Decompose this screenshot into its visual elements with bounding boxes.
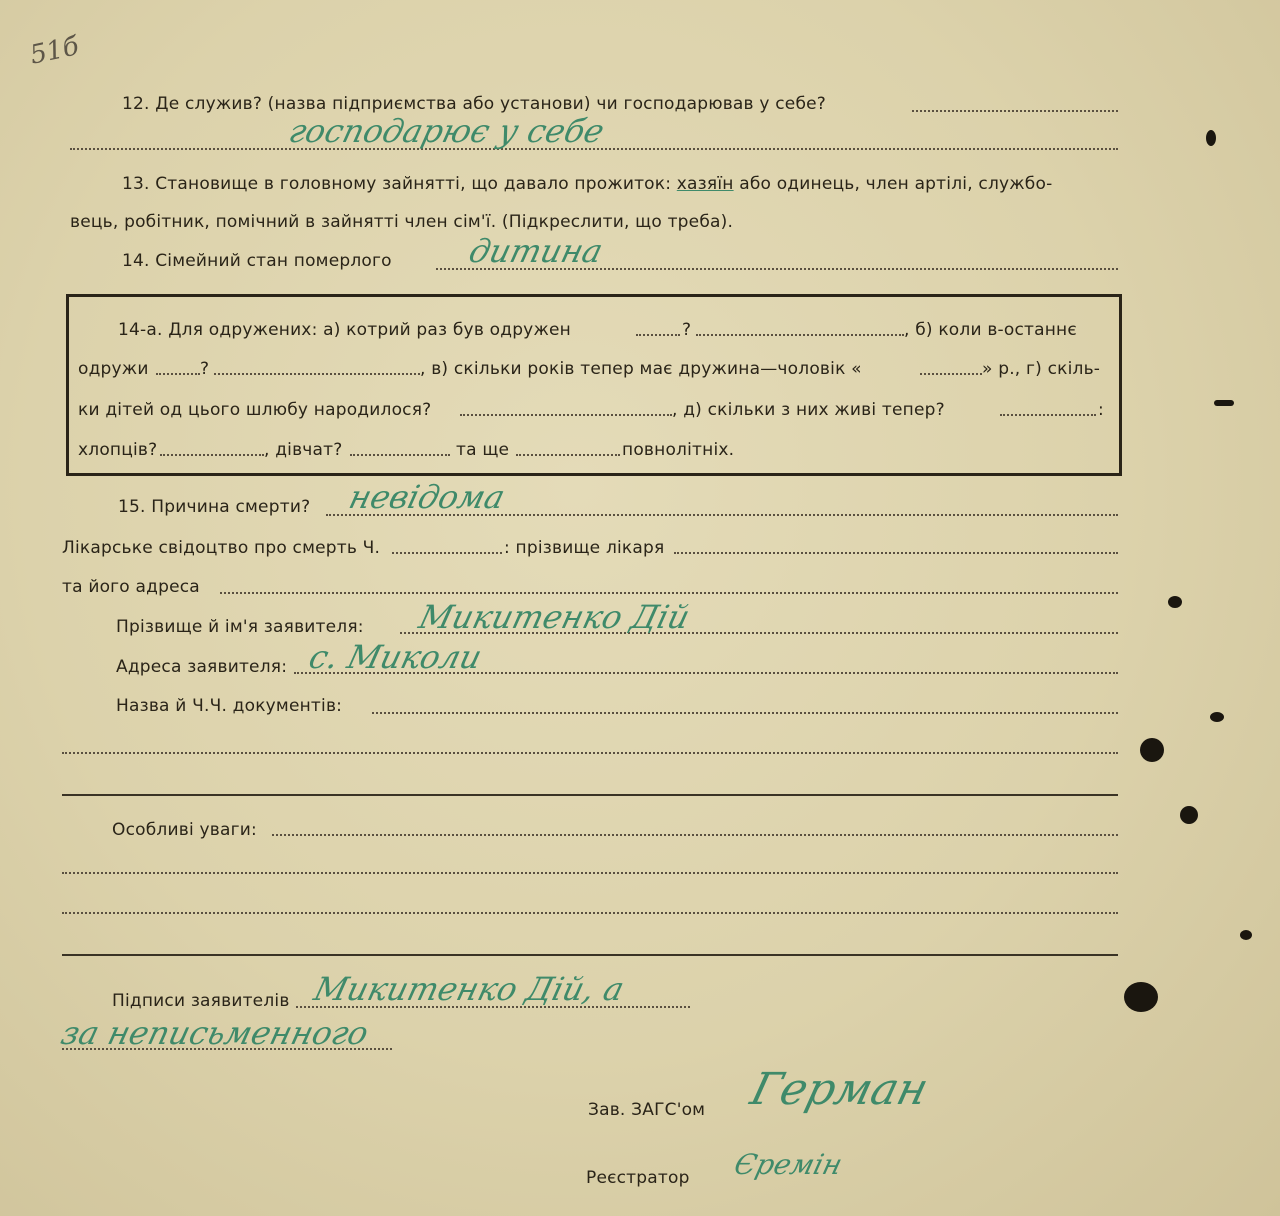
applicant-address-value: с. Миколи: [305, 638, 486, 676]
applicant-name-label: Прізвище й ім'я заявителя:: [116, 617, 364, 637]
damage-mark: [1214, 400, 1234, 406]
damage-mark: [1206, 130, 1216, 146]
q14a-dots-10: [516, 454, 620, 456]
q12-label: 12. Де служив? (назва підприємства або установи) чи господарював у себе?: [122, 94, 827, 114]
q14a-row3-b: , д) скільки з них живі тепер?: [672, 400, 945, 420]
q14a-dots-8: [160, 454, 264, 456]
signatures-line2: за неписьменного: [57, 1014, 373, 1052]
q14a-row1-a: 14-а. Для одружених: а) котрий раз був одружен: [118, 320, 571, 340]
q13-line1: 13. Становище в головному зайнятті, що давало прожиток: хазяїн або одинець, член артілі, службо-: [122, 174, 1053, 194]
punch-hole: [1124, 982, 1158, 1012]
q14a-dots-5: [920, 373, 982, 375]
remarks-line-1: [272, 834, 1118, 836]
doctor-number-line: [392, 552, 502, 554]
q14a-row2-c: , в) скільки років тепер має дружина—чоловік «: [420, 359, 862, 379]
doctor-address-label: та його адреса: [62, 577, 200, 597]
q14a-row4-a: хлопців?: [78, 440, 158, 460]
punch-hole: [1180, 806, 1198, 824]
q14a-row4-b: , дівчат?: [264, 440, 343, 460]
q14a-dots-4: [214, 373, 420, 375]
doctor-label-a: Лікарське свідоцтво про смерть Ч.: [62, 538, 381, 558]
q13-underlined: хазяїн: [676, 174, 734, 194]
corner-note: 51б: [27, 31, 82, 71]
q14a-dots-6: [460, 414, 672, 416]
q14a-dots-2: [696, 334, 904, 336]
q14a-row2-d: » р., г) скіль-: [982, 359, 1101, 379]
remarks-line-2: [62, 872, 1118, 874]
q14a-dots-7: [1000, 414, 1096, 416]
applicant-docs-label: Назва й Ч.Ч. документів:: [116, 696, 343, 716]
q14a-dots-3: [156, 373, 200, 375]
registrar-label: Реєстратор: [586, 1168, 690, 1188]
q15-answer: невідома: [345, 478, 509, 516]
doctor-name-line: [674, 552, 1118, 554]
head-signature: Герман: [745, 1064, 934, 1115]
docs-line-2: [62, 752, 1118, 754]
q13-line2: вець, робітник, помічний в зайнятті член сім'ї. (Підкреслити, що треба).: [70, 212, 734, 232]
q14a-dots-1: [636, 334, 680, 336]
q14-label: 14. Сімейний стан померлого: [122, 251, 392, 271]
q14a-row2-a: одружи: [78, 359, 149, 379]
signatures-value: Микитенко Дій, а: [310, 970, 629, 1008]
damage-mark: [1240, 930, 1252, 940]
head-label: Зав. ЗАГС'ом: [588, 1100, 706, 1120]
applicant-address-label: Адреса заявителя:: [116, 657, 288, 677]
q14-answer: дитина: [465, 232, 607, 270]
doctor-address-line: [220, 592, 1118, 594]
q14a-row3-c: :: [1098, 400, 1104, 420]
q14a-row1-c: , б) коли в-останнє: [904, 320, 1077, 340]
q14a-dots-9: [350, 454, 450, 456]
section-rule-1: [62, 794, 1118, 796]
signatures-label: Підписи заявителів: [112, 991, 290, 1011]
q12-line: [912, 110, 1118, 112]
doctor-label-b: : прізвище лікаря: [504, 538, 665, 558]
q15-label: 15. Причина смерти?: [118, 497, 311, 517]
section-rule-2: [62, 954, 1118, 956]
q14a-row2-b: ?: [200, 359, 210, 379]
damage-mark: [1168, 596, 1182, 608]
docs-line-1: [372, 712, 1118, 714]
remarks-label: Особливі уваги:: [112, 820, 257, 840]
q14a-row4-d: повнолітніх.: [622, 440, 735, 460]
q14a-row1-b: ?: [682, 320, 692, 340]
q14a-row4-c: та ще: [456, 440, 510, 460]
punch-hole: [1140, 738, 1164, 762]
damage-mark: [1210, 712, 1224, 722]
q12-answer: господарює у себе: [285, 112, 609, 150]
registrar-signature: Єремін: [730, 1148, 846, 1181]
q14a-row3-a: ки дітей од цього шлюбу народилося?: [78, 400, 432, 420]
remarks-line-3: [62, 912, 1118, 914]
applicant-name-value: Микитенко Дій: [415, 598, 694, 636]
